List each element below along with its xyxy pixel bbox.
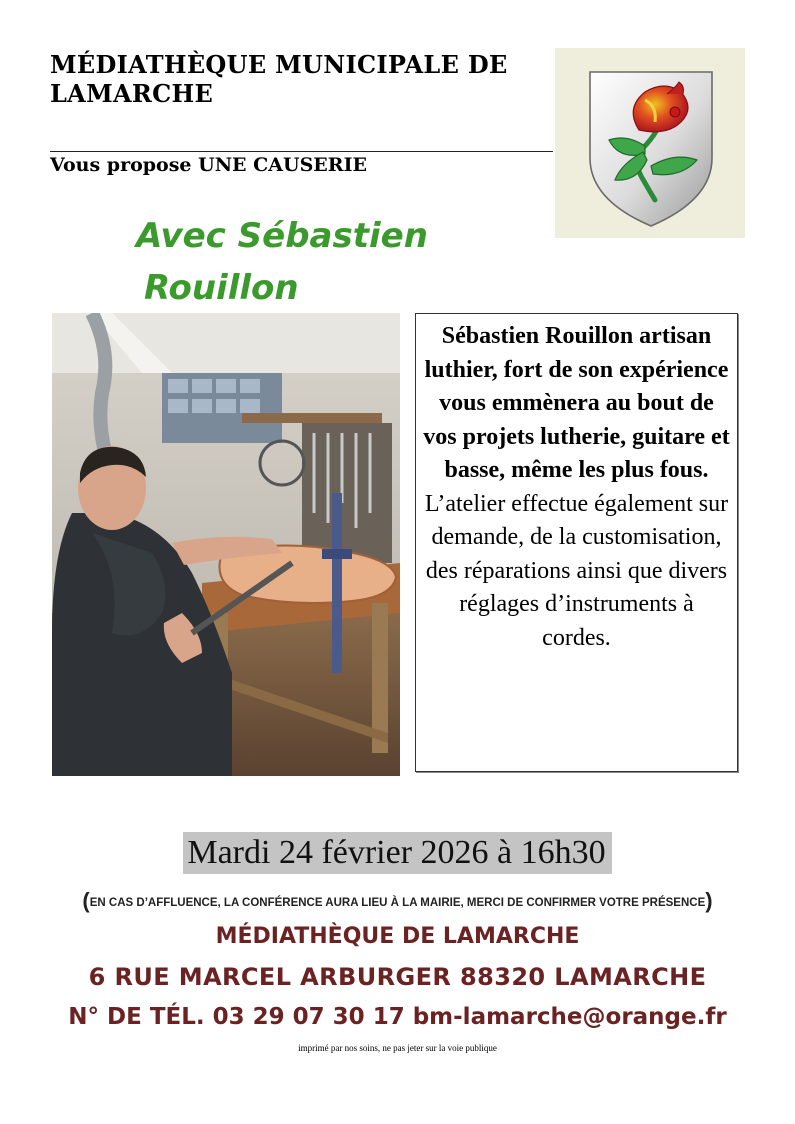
title-line-2: LAMARCHE <box>50 79 214 108</box>
header-divider <box>50 151 553 152</box>
speaker-line-1: Avec Sébastien <box>136 216 428 256</box>
description-bold-text: Sébastien Rouillon artisan luthier, fort de son expérience vous emmènera au bout de vos projets lutherie, guitare et basse, même les plus fous. <box>423 323 730 483</box>
workshop-photo-illustration <box>52 313 400 776</box>
affluence-note <box>0 888 795 916</box>
event-date-row <box>0 832 795 874</box>
contact-phone-email: N° DE TÉL. 03 29 07 30 17 bm-lamarche@orange.fr <box>68 1004 727 1030</box>
description-box <box>415 313 738 772</box>
event-date: Mardi 24 février 2026 à 16h30 <box>183 832 611 874</box>
venue-name: MÉDIATHÈQUE DE LAMARCHE <box>215 924 580 949</box>
luthier-workshop-photo <box>52 313 400 776</box>
description-regular-text: L’atelier effectue également sur demande, de la customisation, des réparations ainsi que divers réglages d’instruments à cordes. <box>424 490 729 651</box>
coat-of-arms-flower-icon <box>555 48 745 238</box>
speaker-line-2: Rouillon <box>144 268 299 308</box>
venue-address: 6 RUE MARCEL ARBURGER 88320 LAMARCHE <box>88 963 707 991</box>
note-text: EN CAS D’AFFLUENCE, LA CONFÉRENCE AURA LIEU À LA MAIRIE, MERCI DE CONFIRMER VOTRE PRÉSENCE <box>89 897 706 909</box>
note-open-paren: ( <box>82 888 90 913</box>
footer-notice: imprimé par nos soins, ne pas jeter sur la voie publique <box>298 1043 497 1053</box>
page-title <box>50 50 550 108</box>
speaker-heading <box>136 210 516 314</box>
note-close-paren: ) <box>705 888 713 913</box>
title-line-1: MÉDIATHÈQUE MUNICIPALE DE <box>50 50 508 79</box>
crest-panel <box>555 48 745 238</box>
subtitle: Vous propose UNE CAUSERIE <box>50 154 367 176</box>
